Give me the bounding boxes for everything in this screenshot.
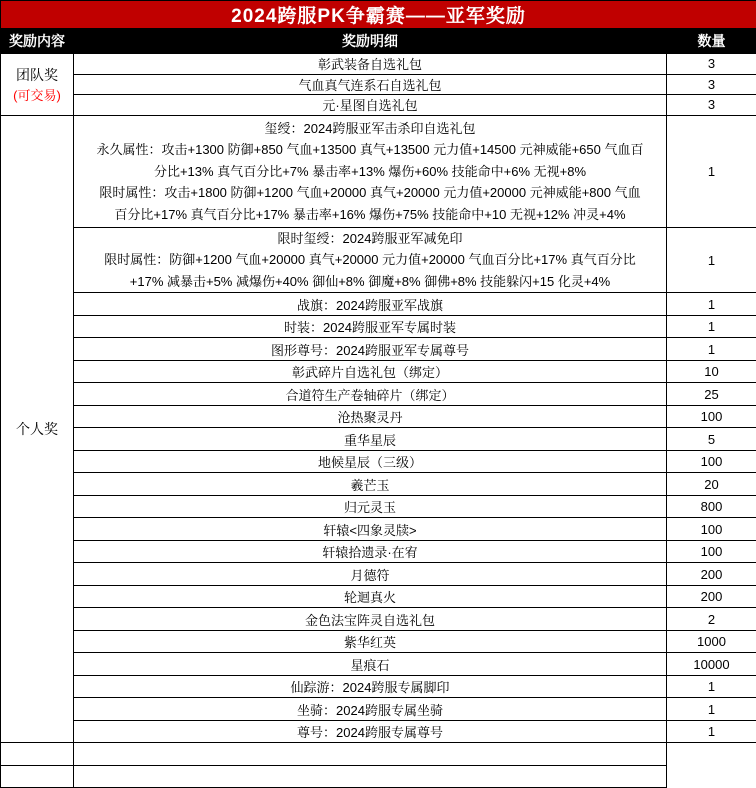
reward-detail: [74, 115, 667, 227]
reward-detail: 坐骑：2024跨服专属坐骑: [74, 698, 667, 721]
detail-line: 限时玺绶：2024跨服亚军减免印: [76, 228, 664, 250]
reward-quantity: 1: [667, 115, 756, 227]
reward-quantity: 25: [667, 383, 756, 406]
table-row: [1, 115, 756, 227]
detail-line: +17% 减暴击+5% 减爆伤+40% 御仙+8% 御魔+8% 御佛+8% 技能躲闪+15 化灵+4%: [76, 271, 664, 293]
reward-detail: 战旗：2024跨服亚军战旗: [74, 293, 667, 316]
reward-detail: 重华星辰: [74, 428, 667, 451]
reward-quantity: 800: [667, 495, 756, 518]
detail-line: 百分比+17% 真气百分比+17% 暴击率+16% 爆伤+75% 技能命中+10 无视+12% 冲灵+4%: [76, 204, 664, 226]
reward-detail: 地候星辰（三级）: [74, 450, 667, 473]
team-tradable-note: (可交易): [3, 85, 71, 104]
reward-detail: 元·星图自选礼包: [74, 95, 667, 116]
reward-quantity: [74, 743, 667, 766]
reward-quantity: 5: [667, 428, 756, 451]
column-header-content: 奖励内容: [1, 29, 74, 54]
table-row: [1, 743, 756, 766]
reward-quantity: 100: [667, 450, 756, 473]
page-title: 2024跨服PK争霸赛——亚军奖励: [1, 1, 756, 29]
reward-quantity: 200: [667, 585, 756, 608]
reward-quantity: 1: [667, 675, 756, 698]
reward-quantity: 3: [667, 54, 756, 75]
reward-detail: 月德符: [74, 563, 667, 586]
reward-detail: 气血真气连系石自选礼包: [74, 74, 667, 95]
reward-detail: [1, 765, 74, 788]
reward-quantity: 100: [667, 405, 756, 428]
reward-quantity: 10000: [667, 653, 756, 676]
table-row: [1, 54, 756, 75]
table-row: [1, 630, 756, 653]
reward-quantity: 100: [667, 518, 756, 541]
reward-detail: 轩辕拾遗录·在宥: [74, 540, 667, 563]
reward-detail: 彰武装备自选礼包: [74, 54, 667, 75]
reward-detail: 归元灵玉: [74, 495, 667, 518]
table-row: [1, 585, 756, 608]
table-row: [1, 698, 756, 721]
reward-quantity: 1: [667, 293, 756, 316]
column-header-quantity: 数量: [667, 29, 756, 54]
table-row: [1, 338, 756, 361]
reward-detail: 仙踪游：2024跨服专属脚印: [74, 675, 667, 698]
table-row: [1, 95, 756, 116]
section-label-personal: [1, 115, 74, 743]
detail-line: 限时属性：防御+1200 气血+20000 真气+20000 元力值+20000 气血百分比+17% 真气百分比: [76, 249, 664, 271]
table-row: [1, 450, 756, 473]
detail-line: 玺绶：2024跨服亚军击杀印自选礼包: [76, 118, 664, 140]
reward-quantity: 20: [667, 473, 756, 496]
reward-quantity: 200: [667, 563, 756, 586]
reward-quantity: 1: [667, 315, 756, 338]
reward-quantity: 2: [667, 608, 756, 631]
table-row: [1, 315, 756, 338]
detail-line: 分比+13% 真气百分比+7% 暴击率+13% 爆伤+60% 技能命中+6% 无视+8%: [76, 161, 664, 183]
detail-line: 永久属性：攻击+1300 防御+850 气血+13500 真气+13500 元力值+14500 元神威能+650 气血百: [76, 139, 664, 161]
reward-quantity: 1: [667, 227, 756, 293]
reward-quantity: 1: [667, 720, 756, 743]
reward-detail: 合道符生产卷轴碎片（绑定）: [74, 383, 667, 406]
column-header-detail: 奖励明细: [74, 29, 667, 54]
reward-detail: 沧热聚灵丹: [74, 405, 667, 428]
reward-quantity: 3: [667, 74, 756, 95]
reward-quantity: 1000: [667, 630, 756, 653]
table-row: [1, 765, 756, 788]
table-row: [1, 74, 756, 95]
reward-detail: 图形尊号：2024跨服亚军专属尊号: [74, 338, 667, 361]
personal-label: 个人奖: [3, 419, 71, 439]
table-row: [1, 428, 756, 451]
table-row: [1, 227, 756, 293]
table-row: [1, 360, 756, 383]
table-row: [1, 675, 756, 698]
reward-detail: 轮迴真火: [74, 585, 667, 608]
table-row: [1, 608, 756, 631]
reward-detail: 轩辕<四象灵牍>: [74, 518, 667, 541]
reward-quantity: 100: [667, 540, 756, 563]
reward-detail: 尊号：2024跨服专属尊号: [74, 720, 667, 743]
section-label-team: [1, 54, 74, 116]
reward-quantity: 1: [667, 338, 756, 361]
table-row: [1, 653, 756, 676]
detail-line: 限时属性：攻击+1800 防御+1200 气血+20000 真气+20000 元力值+20000 元神威能+800 气血: [76, 182, 664, 204]
table-row: [1, 720, 756, 743]
reward-detail: 星痕石: [74, 653, 667, 676]
reward-detail: 羲芒玉: [74, 473, 667, 496]
table-row: [1, 540, 756, 563]
table-row: [1, 293, 756, 316]
reward-detail: 紫华红英: [74, 630, 667, 653]
team-label: 团队奖: [3, 65, 71, 85]
table-row: [1, 518, 756, 541]
column-header-row: [1, 29, 756, 54]
title-row: [1, 1, 756, 29]
reward-detail: [1, 743, 74, 766]
reward-quantity: 1: [667, 698, 756, 721]
reward-quantity: 3: [667, 95, 756, 116]
reward-quantity: 10: [667, 360, 756, 383]
table-row: [1, 383, 756, 406]
table-row: [1, 405, 756, 428]
reward-quantity: [74, 765, 667, 788]
reward-detail: 金色法宝阵灵自选礼包: [74, 608, 667, 631]
reward-detail: 彰武碎片自选礼包（绑定）: [74, 360, 667, 383]
reward-detail: [74, 227, 667, 293]
reward-detail: 时装：2024跨服亚军专属时装: [74, 315, 667, 338]
table-row: [1, 563, 756, 586]
table-row: [1, 473, 756, 496]
table-row: [1, 495, 756, 518]
